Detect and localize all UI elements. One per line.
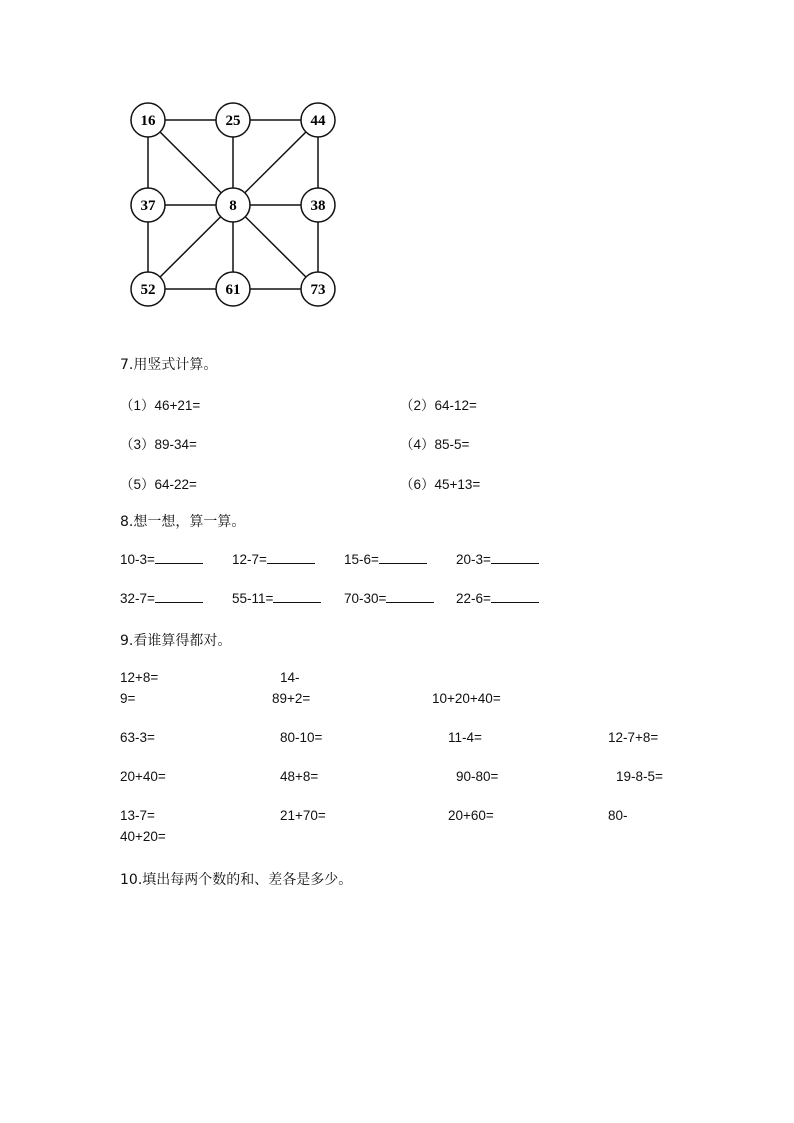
q9-item: 11-4=: [448, 730, 482, 745]
q8-item: [456, 591, 539, 606]
grid-node-label: 37: [140, 198, 156, 214]
q8-expression: 20-3=: [456, 552, 491, 567]
q9-item: 20+40=: [120, 769, 166, 784]
q8-expression: 32-7=: [120, 591, 155, 606]
grid-node-label: 25: [225, 113, 241, 129]
q9-title: 9.看谁算得都对。: [120, 633, 232, 649]
q9-item: 48+8=: [280, 769, 319, 784]
grid-node: [131, 103, 165, 137]
grid-node: [216, 188, 250, 222]
answer-blank[interactable]: [379, 552, 427, 564]
q9-item: 13-7=: [120, 808, 155, 823]
q9-item: 63-3=: [120, 730, 155, 745]
answer-blank[interactable]: [491, 591, 539, 603]
q7-item: （3）89-34=: [120, 437, 197, 452]
grid-node-label: 61: [225, 282, 241, 298]
q9-item: 80-10=: [280, 730, 323, 745]
q9-item: 9=: [120, 691, 136, 706]
grid-node: [216, 103, 250, 137]
grid-node-label: 44: [310, 113, 326, 129]
q9-item: 12-7+8=: [608, 730, 659, 745]
q9-item: 20+60=: [448, 808, 494, 823]
q8-item: [344, 552, 427, 567]
q8-item: [232, 591, 321, 606]
q9-item: 14-: [280, 670, 300, 685]
grid-node: [216, 272, 250, 306]
q8-item: [456, 552, 539, 567]
q9-item: 12+8=: [120, 670, 159, 685]
q7-item: （1）46+21=: [120, 398, 201, 413]
q10-title: 10.填出每两个数的和、差各是多少。: [120, 872, 353, 888]
grid-node: [131, 188, 165, 222]
grid-node: [301, 103, 335, 137]
q7-item: （5）64-22=: [120, 477, 197, 492]
grid-node-label: 38: [310, 198, 326, 214]
q8-expression: 55-11=: [232, 591, 274, 606]
q8-title: 8.想一想，算一算。: [120, 514, 246, 530]
q8-item: [120, 591, 203, 606]
q9-item: 89+2=: [272, 691, 311, 706]
q7-item: （4）85-5=: [400, 437, 470, 452]
grid-node-label: 73: [310, 282, 326, 298]
q8-item: [232, 552, 315, 567]
q8-expression: 10-3=: [120, 552, 155, 567]
q9-item: 19-8-5=: [616, 769, 663, 784]
grid-node-label: 16: [140, 113, 156, 129]
q8-expression: 12-7=: [232, 552, 267, 567]
q9-item: 10+20+40=: [432, 691, 501, 706]
q8-expression: 22-6=: [456, 591, 491, 606]
q9-item: 90-80=: [456, 769, 499, 784]
q9-item: 21+70=: [280, 808, 326, 823]
q8-item: [120, 552, 203, 567]
q9-item: 40+20=: [120, 829, 166, 844]
grid-node: [301, 272, 335, 306]
answer-blank[interactable]: [267, 552, 315, 564]
q8-item: [344, 591, 434, 606]
q8-expression: 15-6=: [344, 552, 379, 567]
answer-blank[interactable]: [273, 591, 321, 603]
q7-title: 7.用竖式计算。: [120, 357, 218, 373]
q7-item: （2）64-12=: [400, 398, 477, 413]
grid-node-label: 52: [140, 282, 156, 298]
q8-expression: 70-30=: [344, 591, 387, 606]
number-grid-diagram: [120, 95, 360, 315]
answer-blank[interactable]: [386, 591, 434, 603]
grid-node: [301, 188, 335, 222]
answer-blank[interactable]: [155, 552, 203, 564]
grid-node: [131, 272, 165, 306]
q7-item: （6）45+13=: [400, 477, 481, 492]
grid-node-label: 8: [229, 198, 237, 214]
q9-item: 80-: [608, 808, 628, 823]
answer-blank[interactable]: [491, 552, 539, 564]
answer-blank[interactable]: [155, 591, 203, 603]
